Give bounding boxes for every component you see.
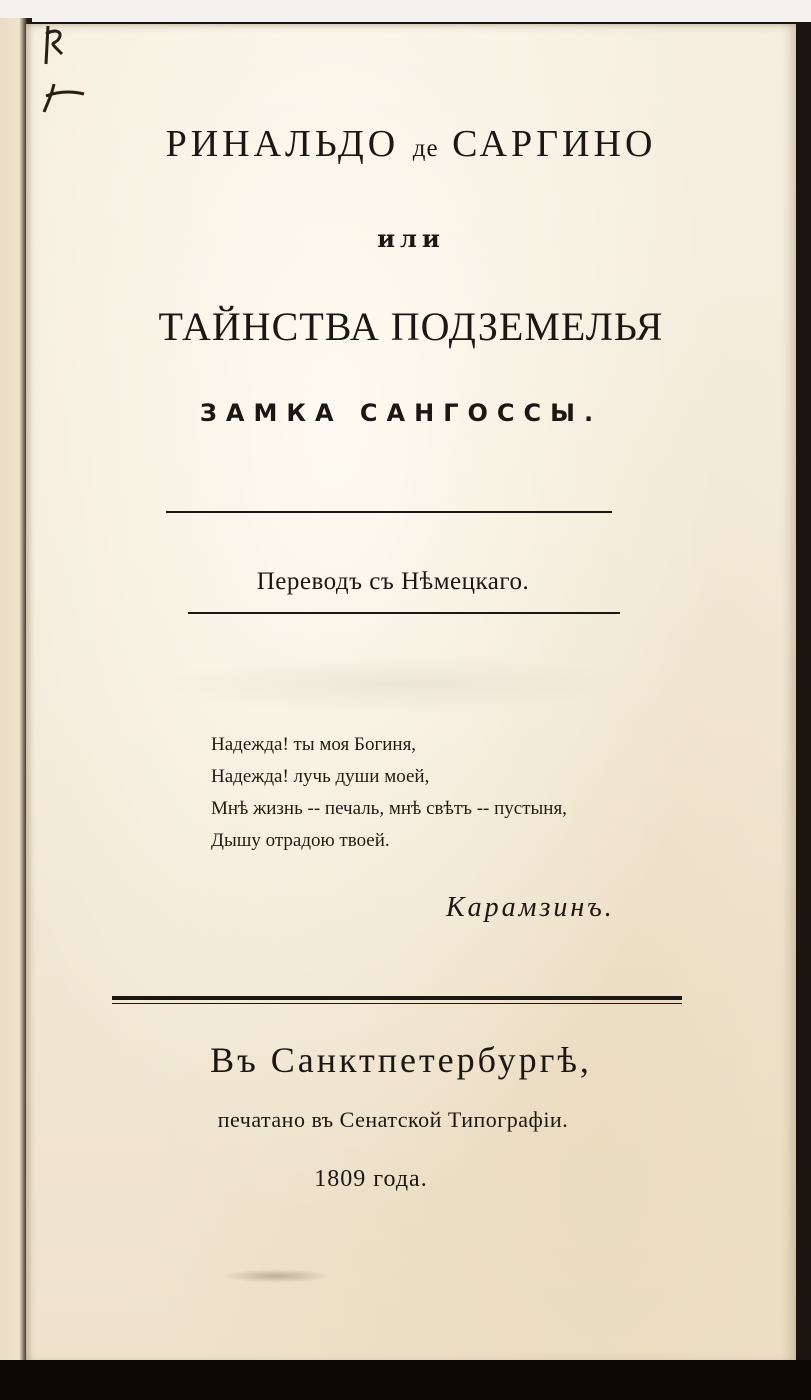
epigraph-line: Мнѣ жизнь -- печаль, мнѣ свѣтъ -- пустыня,	[211, 798, 567, 819]
divider-rule-bottom-thin	[112, 1003, 682, 1004]
title-part-sargino: САРГИНО	[452, 123, 657, 165]
divider-rule-top	[166, 511, 612, 513]
subtitle-line-1: ТАЙНСТВА ПОДЗЕМЕЛЬЯ	[158, 304, 664, 349]
divider-rule-middle	[188, 612, 620, 614]
imprint-city: Въ Санктпетербургѣ,	[210, 1040, 592, 1080]
epigraph-line: Надежда! лучь души моей,	[211, 766, 430, 787]
ink-smudge	[221, 1269, 331, 1283]
title-part-rinaldo: РИНАЛЬДО	[165, 123, 400, 165]
epigraph-line: Надежда! ты моя Богиня,	[211, 734, 417, 755]
top-margin-strip	[0, 0, 811, 22]
imprint-printer: печатано въ Сенатской Типографіи.	[217, 1107, 569, 1132]
bottom-dark-strip	[0, 1360, 811, 1400]
translation-note: Переводъ съ Нѣмецкаго.	[256, 568, 530, 595]
subtitle-line-2: ЗАМКА САНГОССЫ.	[199, 399, 603, 427]
epigraph-line: Дышу отрадою твоей.	[211, 830, 390, 851]
imprint-year: 1809 года.	[314, 1166, 428, 1192]
epigraph	[211, 729, 731, 857]
epigraph-author: Карамзинъ.	[446, 892, 615, 923]
handwritten-ink-mark	[32, 24, 92, 124]
title-conjunction: или	[377, 224, 445, 253]
title-part-de: де	[412, 135, 439, 162]
divider-rule-bottom-thick	[112, 996, 682, 1000]
show-through-bleed	[156, 654, 626, 714]
title-page	[26, 24, 796, 1364]
book-title	[26, 122, 796, 166]
